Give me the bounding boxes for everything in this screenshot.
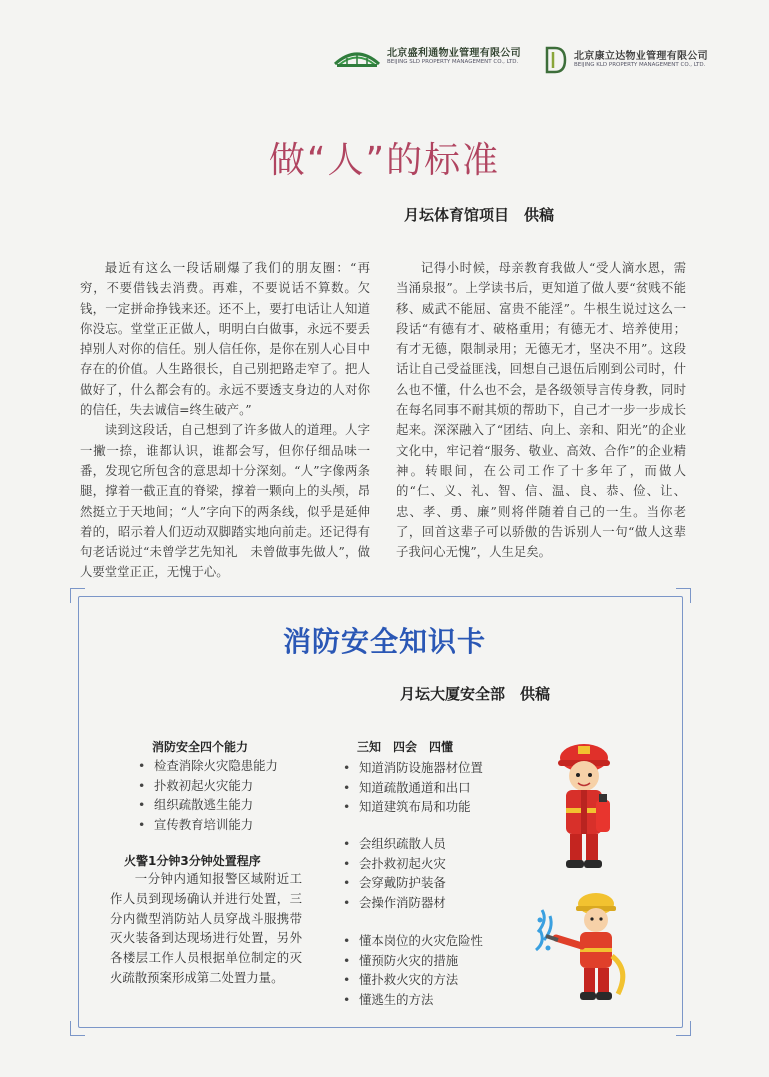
card-title: 消防安全知识卡	[282, 625, 486, 658]
frame-corner	[70, 1021, 85, 1036]
article-left-column	[80, 258, 370, 583]
firefighter-hose-icon	[534, 890, 634, 1008]
can-list	[343, 834, 446, 912]
procedure-text-block	[110, 869, 302, 988]
list-item: • 组织疏散逃生能力	[138, 795, 278, 815]
logo-left-cn: 北京盛利通物业管理有限公司	[387, 48, 521, 60]
article-paragraph: 最近有这么一段话刷爆了我们的朋友圈：“再穷，不要借钱去消费。再难，不要说话不算数。欠钱，一定拼命挣钱来还。还不上，要打电话让人知道你没忘。堂堂正正做人，明明白白做事，永远不要丢掉别人对你的信任。别人信任你，是你在别人心目中存在的价值。人生路很长，自己别把路走窄了。把人做好了，什么都会有的。永远不要透支身边的人对你的信任，失去诚信=终生破产。”	[80, 260, 370, 418]
list-item: • 宣传教育培训能力	[138, 815, 278, 835]
firefighter-extinguisher-icon	[548, 738, 620, 878]
article-title: 做“人”的标准	[268, 140, 501, 181]
list-item: • 扑救初起火灾能力	[138, 776, 278, 796]
abilities-list	[138, 756, 278, 834]
article-paragraph: 读到这段话，自己想到了许多做人的道理。人字一撇一捺，谁都认识，谁都会写，但你仔细品味一番，发现它所包含的意思却十分深刻。“人”字像两条腿，撑着一截正直的脊梁，撑着一颗向上的头颅，昂然挺立于天地间；“人”字向下的两条线，似乎是延伸着的，昭示着人们迈动双脚踏实地向前走。还记得有句老话说过“未曾学艺先知礼 未曾做事先做人”，做人要堂堂正正，无愧于心。	[80, 422, 370, 580]
company-logo-right	[544, 46, 708, 74]
list-item: • 懂预防火灾的措施	[343, 951, 483, 971]
know-list	[343, 758, 483, 817]
kld-monogram-icon	[544, 46, 568, 74]
company-logo-left	[333, 46, 521, 68]
procedure-text: 一分钟内通知报警区域附近工作人员到现场确认并进行处置，三分内微型消防站人员穿战斗服携带灭火装备到达现场进行处置，另外各楼层工作人员根据单位制定的灭火疏散预案形成第二处置力量。	[110, 871, 302, 985]
frame-corner	[676, 1021, 691, 1036]
abilities-heading: 消防安全四个能力	[152, 740, 249, 754]
list-item: • 会扑救初起火灾	[343, 854, 446, 874]
list-item: • 知道建筑布局和功能	[343, 797, 483, 817]
frame-corner	[70, 588, 85, 603]
list-item: • 知道消防设施器材位置	[343, 758, 483, 778]
list-item: • 会操作消防器材	[343, 893, 446, 913]
logo-right-en: BEIJING KLD PROPERTY MANAGEMENT CO., LTD.	[574, 62, 706, 69]
article-right-column	[396, 258, 686, 562]
list-item: • 知道疏散通道和出口	[343, 778, 483, 798]
logo-left-en: BEIJING SLD PROPERTY MANAGEMENT CO., LTD.	[387, 59, 519, 66]
three-knows-heading: 三知 四会 四懂	[357, 740, 454, 754]
frame-corner	[676, 588, 691, 603]
list-item: • 懂本岗位的火灾危险性	[343, 931, 483, 951]
list-item: • 检查消除火灾隐患能力	[138, 756, 278, 776]
understand-list	[343, 931, 483, 1009]
list-item: • 会组织疏散人员	[343, 834, 446, 854]
article-paragraph: 记得小时候，母亲教育我做人“受人滴水恩，需当涌泉报”。上学读书后，更知道了做人要“贫贱不能移、威武不能屈、富贵不能淫”。牛根生说过这么一段话“有德有才、破格重用；有德无才、培养使用；有才无德，限制录用；无德无才，坚决不用”。这段话让自己受益匪浅，回想自己退伍后刚到公司时，什么也不懂，什么也不会，是各级领导言传身教，同时在每名同事不耐其烦的帮助下，自己才一步一步成长起来。深深融入了“团结、向上、亲和、阳光”的企业文化中，牢记着“服务、敬业、高效、合作”的企业精神。转眼间，在公司工作了十多年了，而做人的“仁、义、礼、智、信、温、良、恭、俭、让、忠、孝、勇、廉”则将伴随着自己的一生。当你老了，回首这辈子可以骄傲的告诉别人一句“做人这辈子我问心无愧”，人生足矣。	[396, 260, 686, 560]
procedure-heading: 火警1分钟3分钟处置程序	[124, 854, 261, 868]
list-item: • 懂逃生的方法	[343, 990, 483, 1010]
card-byline: 月坛大厦安全部 供稿	[400, 685, 551, 703]
list-item: • 会穿戴防护装备	[343, 873, 446, 893]
article-byline: 月坛体育馆项目 供稿	[404, 206, 555, 224]
logo-right-cn: 北京康立达物业管理有限公司	[574, 51, 708, 63]
list-item: • 懂扑救火灾的方法	[343, 970, 483, 990]
roof-logo-icon	[333, 46, 381, 68]
